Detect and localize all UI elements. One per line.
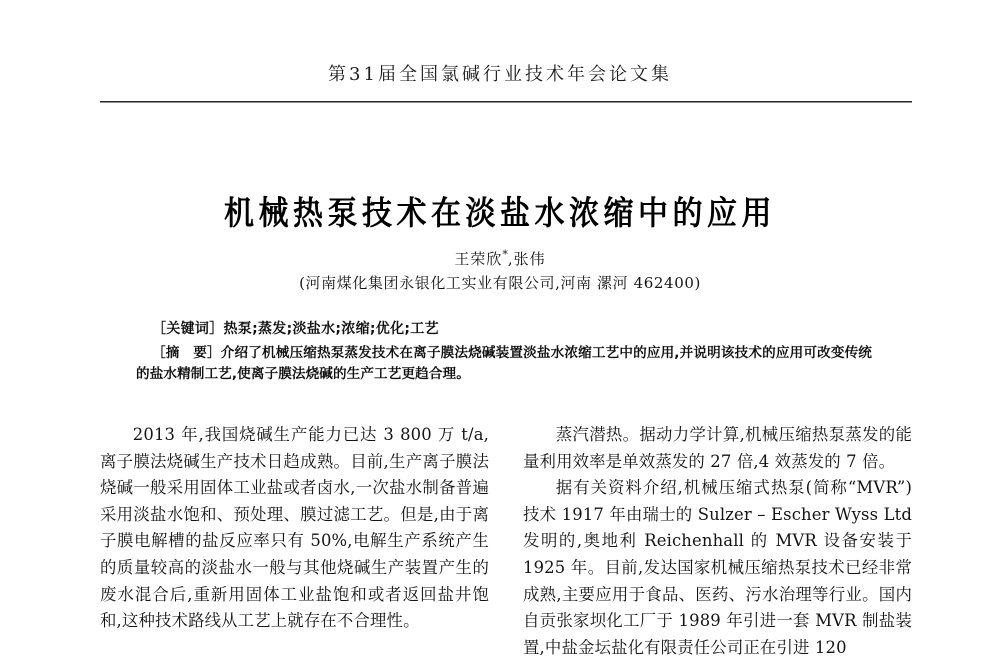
column-left	[100, 422, 489, 665]
keywords-label: ［关键词］	[152, 321, 224, 337]
author-line	[0, 248, 1000, 269]
abstract-paragraph	[136, 343, 872, 385]
column-right	[523, 422, 912, 665]
author-secondary: ,张伟	[507, 250, 546, 268]
keywords-line	[152, 318, 872, 338]
metadata-block	[136, 318, 872, 385]
abstract-label: ［摘 要］	[152, 345, 221, 361]
author-primary: 王荣欣	[454, 250, 503, 268]
keywords-value: 热泵;蒸发;淡盐水;浓缩;优化;工艺	[223, 321, 439, 337]
corresponding-author-mark: *	[502, 248, 508, 261]
affiliation-line: (河南煤化集团永银化工实业有限公司,河南 漯河 462400)	[299, 274, 701, 292]
page-title: 机械热泵技术在淡盐水浓缩中的应用	[224, 194, 776, 233]
running-header-title: 第31届全国氯碱行业技术年会论文集	[328, 64, 672, 85]
paragraph: 蒸汽潜热。据动力学计算,机械压缩热泵蒸发的能量利用效率是单效蒸发的 27 倍,4 效蒸发的 7 倍。	[523, 425, 912, 471]
paragraph: 据有关资料介绍,机械压缩式热泵(简称“MVR”)技术 1917 年由瑞士的 Sulzer – Escher Wyss Ltd 发明的,奥地利 Reichenhall 的 MVR 设备安装于 1925 年。目前,发达国家机械压缩热泵技术已经非常成熟,主要应用于食品、医药、污水治理等行业。国内自贡张家坝化工厂于 1989 年引进一套 MVR 制盐装置,中盐金坛盐化有限责任公司正在引进 120	[523, 478, 912, 657]
body-columns	[100, 422, 912, 665]
paragraph: 2013 年,我国烧碱生产能力已达 3 800 万 t/a,离子膜法烧碱生产技术日趋成熟。目前,生产离子膜法烧碱一般采用固体工业盐或者卤水,一次盐水制备普遍采用淡盐水饱和、预处理、膜过滤工艺。但是,由于离子膜电解槽的盐反应率只有 50%,电解生产系统产生的质量较高的淡盐水一般与其他烧碱生产装置产生的废水混合后,重新用固体工业盐饱和或者返回盐井饱和,这种技术路线从工艺上就存在不合理性。	[100, 425, 489, 631]
abstract-text: 介绍了机械压缩热泵蒸发技术在离子膜法烧碱装置淡盐水浓缩工艺中的应用,并说明该技术的应用可改变传统的盐水精制工艺,使离子膜法烧碱的生产工艺更趋合理。	[136, 345, 873, 382]
page-bottom-clipped-line	[100, 661, 912, 665]
header-rule	[100, 101, 912, 103]
